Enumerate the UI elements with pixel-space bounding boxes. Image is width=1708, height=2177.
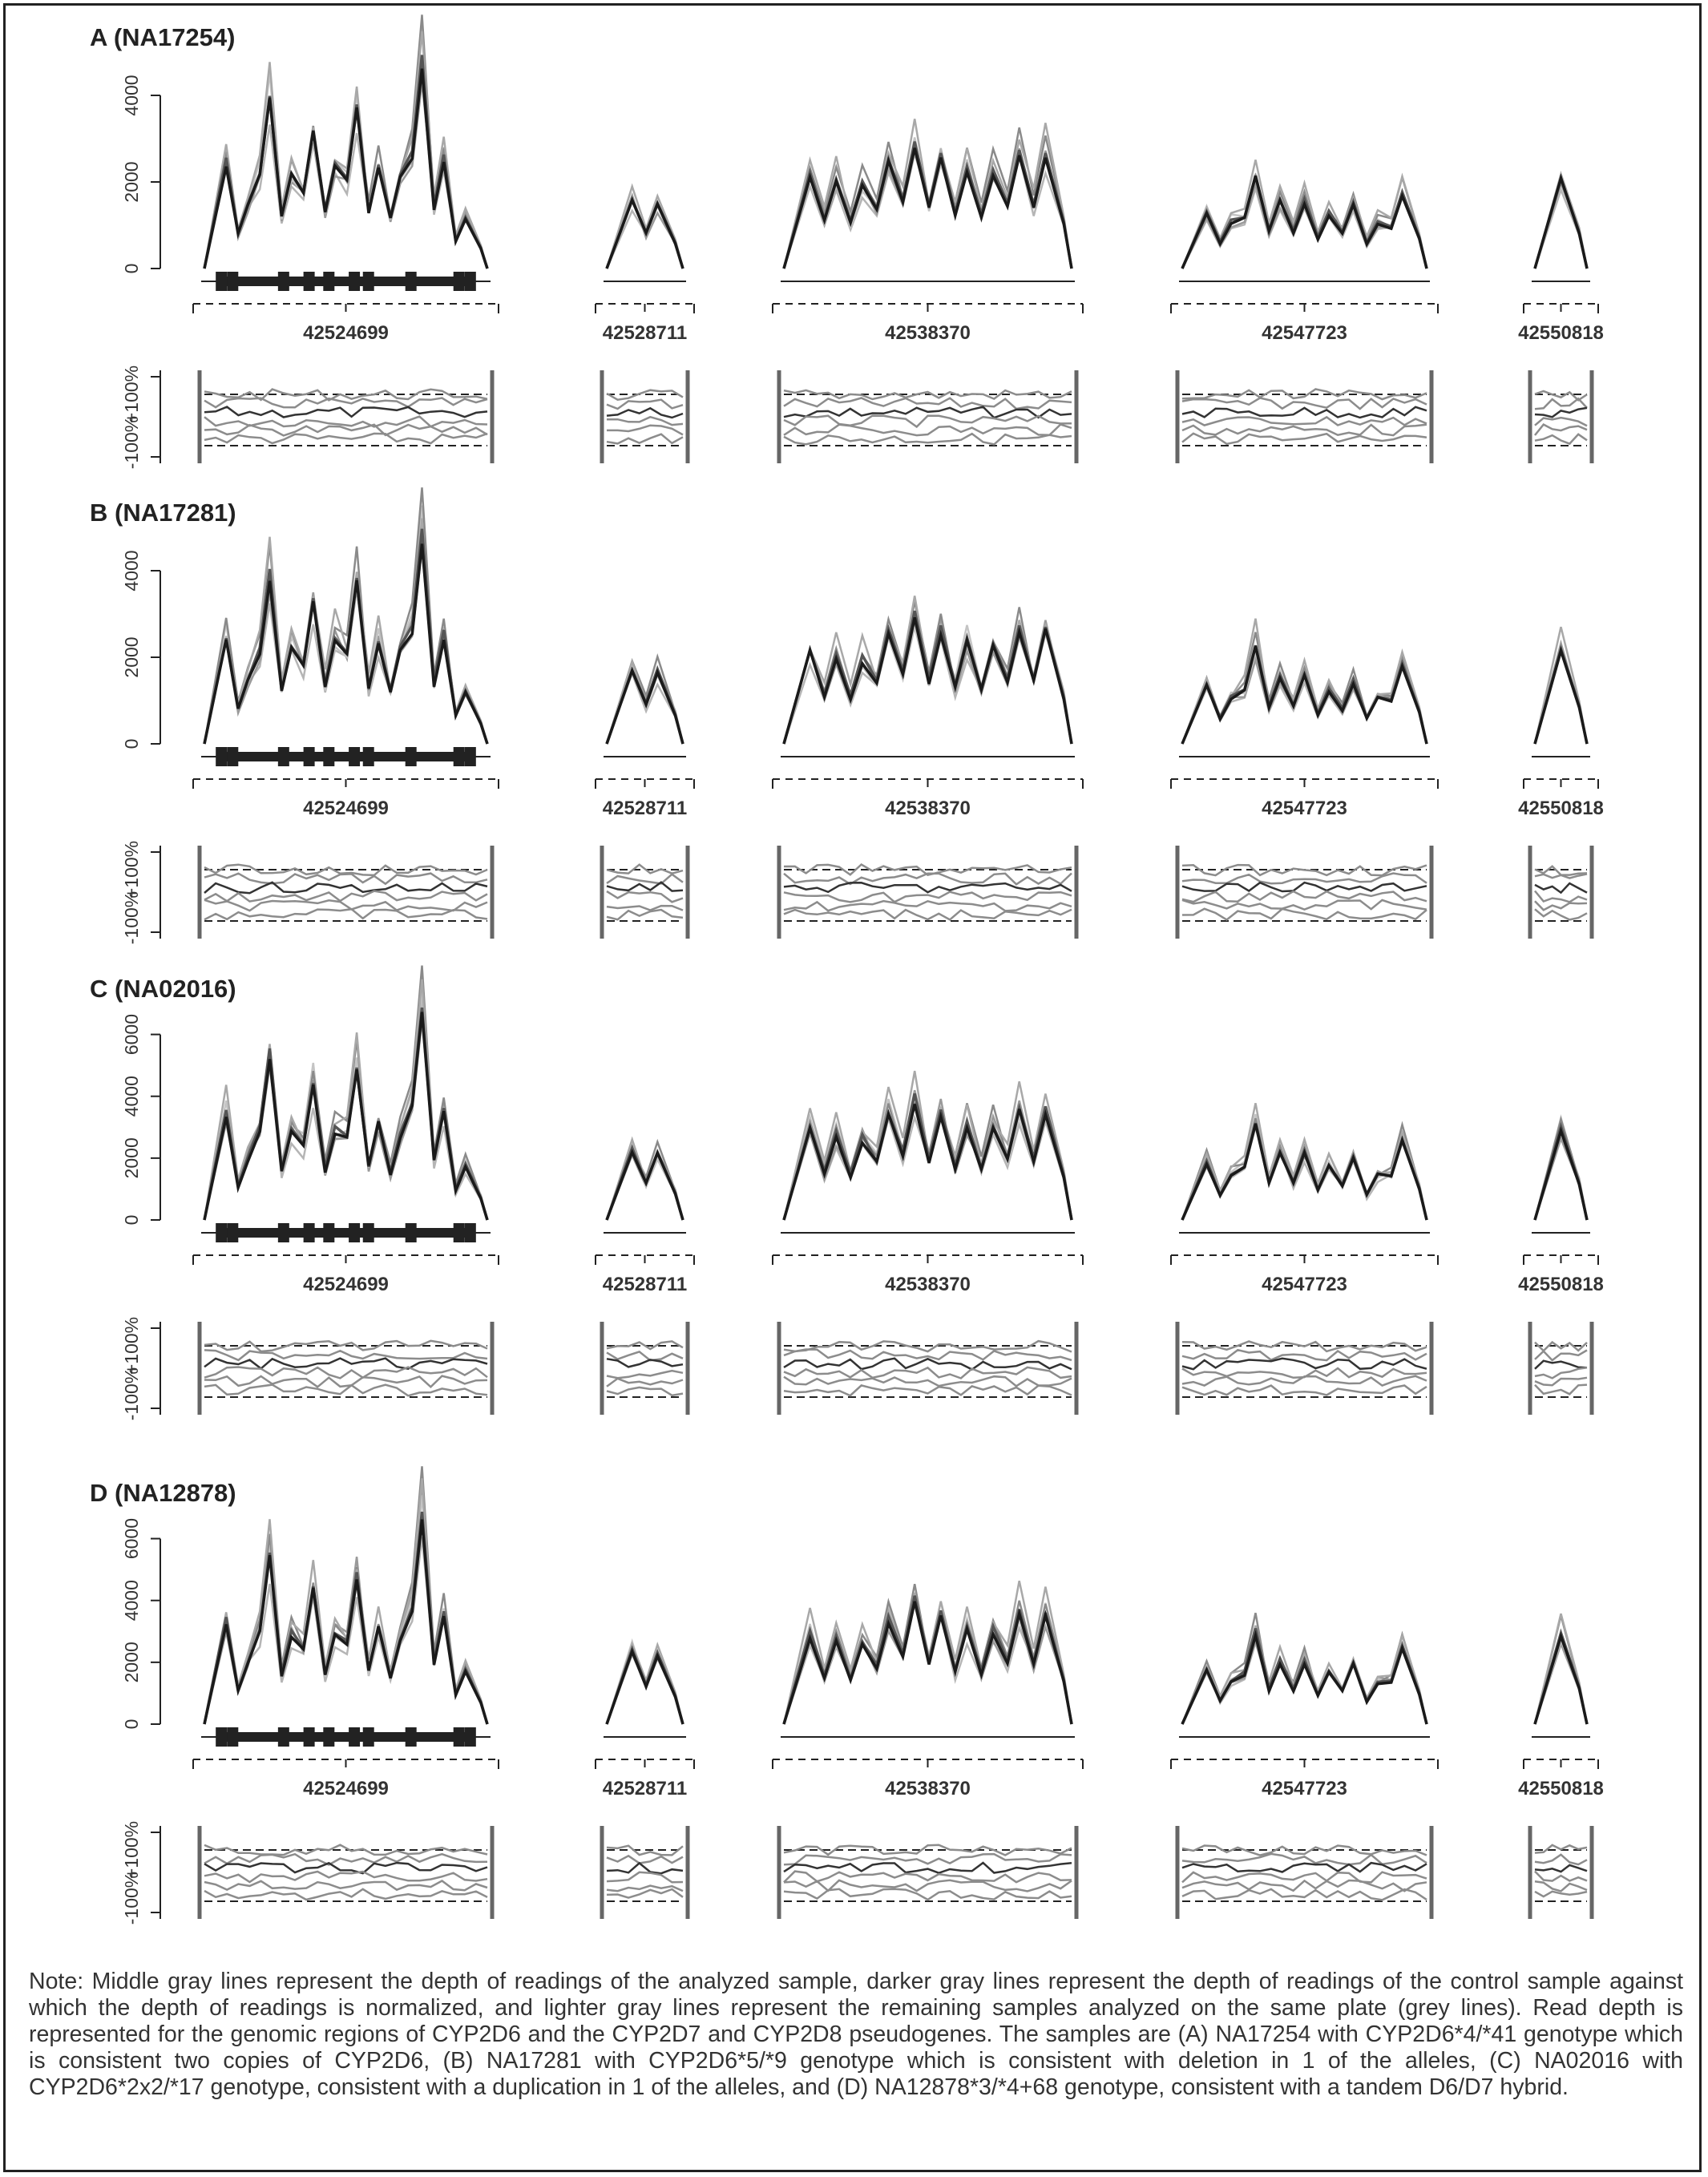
exon-box bbox=[216, 272, 227, 291]
exon-box bbox=[323, 272, 334, 291]
y-tick-label: 0 bbox=[121, 1719, 142, 1730]
ratio-series bbox=[784, 398, 1072, 410]
ratio-series bbox=[204, 909, 487, 919]
ratio-series bbox=[204, 1863, 487, 1873]
exon-box bbox=[406, 747, 417, 766]
exon-box bbox=[349, 1223, 360, 1242]
read-depth-series bbox=[1182, 1626, 1427, 1724]
ratio-series bbox=[607, 906, 683, 911]
region-label: 42524699 bbox=[303, 798, 389, 819]
exon-box bbox=[278, 272, 289, 291]
ratio-series bbox=[1535, 425, 1587, 435]
read-depth-series bbox=[1535, 648, 1587, 744]
exon-box bbox=[278, 747, 289, 766]
region-label: 42524699 bbox=[303, 1778, 389, 1799]
ratio-series bbox=[607, 1371, 683, 1378]
y-tick-label: 2000 bbox=[121, 1137, 142, 1179]
ratio-series bbox=[204, 1889, 487, 1900]
exon-box bbox=[363, 747, 374, 766]
region-label: 42528711 bbox=[602, 1778, 688, 1799]
ratio-tick-label: +100% bbox=[121, 365, 142, 424]
ratio-series bbox=[1535, 434, 1587, 444]
read-depth-series bbox=[1182, 1613, 1427, 1724]
exon-box bbox=[406, 1223, 417, 1242]
region-label: 42538370 bbox=[885, 1274, 971, 1295]
read-depth-series bbox=[204, 966, 487, 1220]
ratio-tick-label: -100% bbox=[121, 415, 142, 470]
y-tick-label: 2000 bbox=[121, 636, 142, 678]
ratio-series bbox=[1182, 900, 1427, 910]
ratio-series bbox=[204, 874, 487, 884]
region-label: 42547723 bbox=[1262, 1778, 1347, 1799]
region-label: 42550818 bbox=[1518, 798, 1604, 819]
y-tick-label: 4000 bbox=[121, 75, 142, 116]
ratio-series bbox=[1535, 1881, 1587, 1891]
y-tick-label: 2000 bbox=[121, 161, 142, 203]
region-label: 42547723 bbox=[1262, 322, 1347, 344]
exon-box bbox=[227, 272, 238, 291]
region-label: 42550818 bbox=[1518, 322, 1604, 344]
ratio-series bbox=[1535, 909, 1587, 919]
panel-c bbox=[90, 966, 1604, 1421]
y-tick-label: 6000 bbox=[121, 1013, 142, 1056]
ratio-series bbox=[204, 425, 487, 436]
ratio-series bbox=[1535, 398, 1587, 409]
ratio-series bbox=[784, 425, 1072, 436]
y-tick-label: 4000 bbox=[121, 550, 142, 592]
read-depth-control bbox=[607, 1652, 683, 1725]
exon-box bbox=[216, 747, 227, 766]
panel-label: A (NA17254) bbox=[90, 23, 236, 51]
region-label: 42524699 bbox=[303, 322, 389, 344]
ratio-series bbox=[204, 407, 487, 418]
ratio-series bbox=[1182, 1386, 1427, 1395]
ratio-tick-label: +100% bbox=[121, 1316, 142, 1375]
y-tick-label: 0 bbox=[121, 1214, 142, 1226]
exon-box bbox=[227, 1223, 238, 1242]
ratio-series bbox=[1535, 901, 1587, 910]
ratio-series bbox=[607, 1379, 683, 1387]
ratio-series bbox=[1535, 1378, 1587, 1385]
exon-box bbox=[454, 1223, 465, 1242]
ratio-series bbox=[1535, 1361, 1587, 1369]
ratio-series bbox=[784, 901, 1072, 911]
ratio-series bbox=[607, 891, 683, 902]
exon-box bbox=[406, 1727, 417, 1747]
ratio-series bbox=[1182, 1863, 1427, 1872]
exon-box bbox=[363, 1727, 374, 1747]
exon-box bbox=[465, 272, 476, 291]
ratio-series bbox=[204, 434, 487, 443]
y-tick-label: 4000 bbox=[121, 1580, 142, 1622]
ratio-series bbox=[204, 1881, 487, 1891]
read-depth-sample bbox=[204, 55, 487, 269]
ratio-series bbox=[607, 1351, 683, 1360]
y-tick-label: 2000 bbox=[121, 1642, 142, 1683]
ratio-series bbox=[1535, 1385, 1587, 1395]
ratio-series bbox=[204, 398, 487, 408]
ratio-series bbox=[1182, 417, 1427, 425]
ratio-series bbox=[784, 416, 1072, 427]
panel-a bbox=[90, 14, 1604, 469]
read-depth-series bbox=[1182, 160, 1427, 269]
region-label: 42538370 bbox=[885, 1778, 971, 1799]
read-depth-series bbox=[1535, 644, 1587, 745]
ratio-series bbox=[1535, 883, 1587, 893]
read-depth-series bbox=[204, 1466, 487, 1724]
exon-box bbox=[454, 747, 465, 766]
exon-box bbox=[406, 272, 417, 291]
ratio-series bbox=[1535, 1351, 1587, 1361]
ratio-series bbox=[607, 434, 683, 444]
ratio-series bbox=[204, 417, 487, 427]
ratio-series bbox=[1182, 1359, 1427, 1369]
ratio-series bbox=[607, 1872, 683, 1883]
ratio-tick-label: +100% bbox=[121, 1820, 142, 1880]
ratio-series bbox=[784, 1880, 1072, 1892]
ratio-series bbox=[784, 1376, 1072, 1386]
exon-box bbox=[454, 1727, 465, 1747]
exon-box bbox=[304, 747, 315, 766]
exon-box bbox=[465, 747, 476, 766]
exon-box bbox=[227, 1727, 238, 1747]
exon-box bbox=[454, 272, 465, 291]
ratio-series bbox=[784, 1385, 1072, 1395]
ratio-series bbox=[1535, 874, 1587, 878]
read-depth-series bbox=[1182, 1118, 1427, 1220]
ratio-series bbox=[784, 1854, 1072, 1864]
ratio-series bbox=[204, 1854, 487, 1864]
exon-box bbox=[323, 1727, 334, 1747]
region-label: 42547723 bbox=[1262, 798, 1347, 819]
read-depth-control bbox=[204, 1012, 487, 1221]
region-label: 42538370 bbox=[885, 798, 971, 819]
ratio-series bbox=[1535, 1892, 1587, 1896]
ratio-series bbox=[1535, 1845, 1587, 1853]
exon-box bbox=[216, 1727, 227, 1747]
ratio-series bbox=[1182, 1376, 1427, 1386]
region-label: 42538370 bbox=[885, 322, 971, 344]
read-depth-series bbox=[204, 487, 487, 744]
exon-box bbox=[278, 1223, 289, 1242]
region-label: 42524699 bbox=[303, 1274, 389, 1295]
read-depth-series bbox=[1182, 174, 1427, 269]
exon-box bbox=[216, 1223, 227, 1242]
y-tick-label: 6000 bbox=[121, 1517, 142, 1560]
ratio-series bbox=[204, 1872, 487, 1882]
ratio-series bbox=[1535, 1367, 1587, 1378]
region-label: 42550818 bbox=[1518, 1274, 1604, 1295]
ratio-series bbox=[784, 1367, 1072, 1379]
region-label: 42528711 bbox=[602, 798, 688, 819]
ratio-tick-label: -100% bbox=[121, 891, 142, 945]
ratio-series bbox=[1182, 407, 1427, 418]
ratio-series bbox=[607, 426, 683, 435]
ratio-series bbox=[1535, 1855, 1587, 1864]
panel-label: D (NA12878) bbox=[90, 1479, 236, 1507]
region-label: 42547723 bbox=[1262, 1274, 1347, 1295]
ratio-series bbox=[1182, 891, 1427, 902]
ratio-series bbox=[607, 1856, 683, 1863]
ratio-series bbox=[607, 883, 683, 891]
read-depth-series bbox=[1182, 176, 1427, 269]
y-tick-label: 0 bbox=[121, 738, 142, 749]
ratio-tick-label: -100% bbox=[121, 1871, 142, 1925]
read-depth-sample bbox=[1535, 649, 1587, 744]
ratio-series bbox=[1182, 1889, 1427, 1900]
ratio-tick-label: -100% bbox=[121, 1367, 142, 1421]
ratio-series bbox=[607, 400, 683, 409]
ratio-series bbox=[607, 1387, 683, 1395]
ratio-series bbox=[607, 910, 683, 919]
ratio-series bbox=[1182, 425, 1427, 435]
ratio-series bbox=[1182, 1350, 1427, 1360]
figure-note: Note: Middle gray lines represent the depth of readings of the analyzed sample, darker gray lines represent the depth of readings of the control sample against which the depth of readings is normalized, and lighter gray lines represent the remaining samples analyzed on the same plate (grey lines). Read depth is represented for the genomic regions of CYP2D6 and the CYP2D7 and CYP2D8 pseudogenes. The samples are (A) NA17254 with CYP2D6*4/*41 genotype which is consistent two copies of CYP2D6, (B) NA17281 with CYP2D6*5/*9 genotype which is consistent with deletion in 1 of the alleles, (C) NA02016 with CYP2D6*2x2/*17 genotype, consistent with a duplication in 1 of the alleles, and (D) NA12878*3/*4+68 genotype, consistent with a tandem D6/D7 hybrid. bbox=[29, 1969, 1683, 2100]
exon-box bbox=[349, 272, 360, 291]
ratio-series bbox=[607, 1359, 683, 1367]
read-depth-series bbox=[1182, 632, 1427, 744]
region-label: 42550818 bbox=[1518, 1778, 1604, 1799]
y-tick-label: 4000 bbox=[121, 1076, 142, 1117]
exon-box bbox=[363, 272, 374, 291]
read-depth-control bbox=[204, 1520, 487, 1724]
exon-box bbox=[323, 747, 334, 766]
exon-box bbox=[363, 1223, 374, 1242]
exon-box bbox=[465, 1223, 476, 1242]
read-depth-series bbox=[1182, 1114, 1427, 1220]
read-depth-series bbox=[204, 31, 487, 269]
panel-b bbox=[90, 487, 1604, 944]
exon-box bbox=[323, 1223, 334, 1242]
read-depth-sample bbox=[204, 529, 487, 744]
exon-box bbox=[227, 747, 238, 766]
panel-label: B (NA17281) bbox=[90, 499, 236, 527]
ratio-series bbox=[204, 1350, 487, 1360]
ratio-tick-label: +100% bbox=[121, 840, 142, 899]
ratio-series bbox=[607, 874, 683, 884]
exon-box bbox=[349, 1727, 360, 1747]
region-label: 42528711 bbox=[602, 322, 688, 344]
ratio-series bbox=[784, 1872, 1072, 1883]
y-tick-label: 0 bbox=[121, 263, 142, 274]
ratio-series bbox=[204, 1376, 487, 1387]
exon-box bbox=[304, 272, 315, 291]
ratio-series bbox=[1535, 1865, 1587, 1872]
ratio-series bbox=[1182, 1880, 1427, 1891]
panel-d bbox=[90, 1466, 1604, 1925]
ratio-series bbox=[784, 883, 1072, 892]
exon-box bbox=[349, 747, 360, 766]
exon-box bbox=[304, 1727, 315, 1747]
region-label: 42528711 bbox=[602, 1274, 688, 1295]
exon-box bbox=[304, 1223, 315, 1242]
panel-label: C (NA02016) bbox=[90, 975, 236, 1003]
exon-box bbox=[465, 1727, 476, 1747]
exon-box bbox=[278, 1727, 289, 1747]
